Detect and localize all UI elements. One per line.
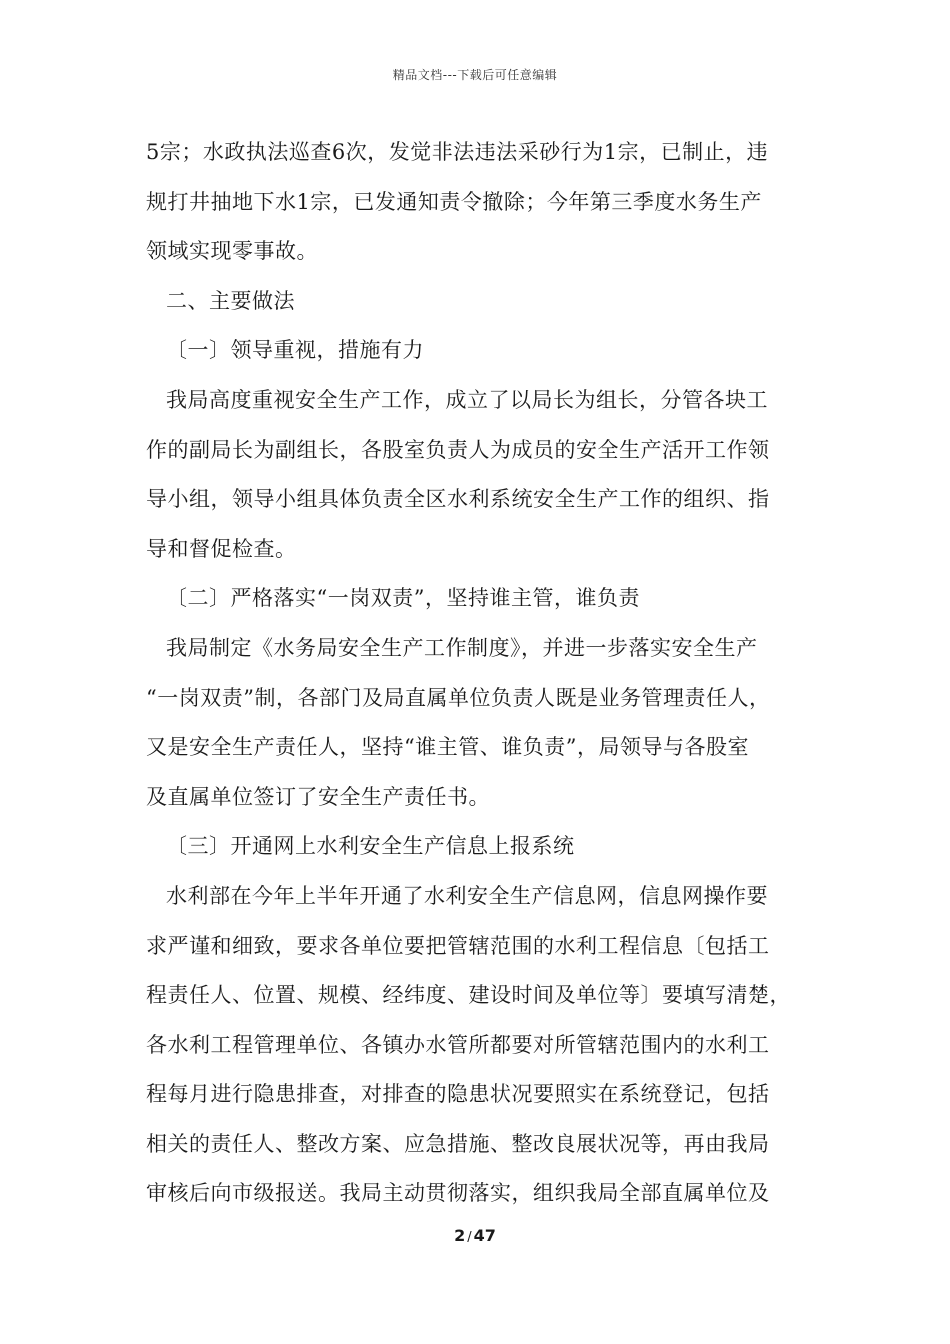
text-line: 相关的责任人、整改方案、应急措施、整改良展状况等，再由我局 [146,1131,770,1156]
text-line: 作的副局长为副组长，各股室负责人为成员的安全生产活开工作领 [146,437,770,462]
text-line: 程每月进行隐患排查，对排查的隐患状况要照实在系统登记，包括 [146,1082,770,1107]
text-line: “一岗双责”制，各部门及局直属单位负责人既是业务管理责任人， [146,685,771,710]
text-line: 二、主要做法 [166,288,295,313]
text-line: 水利部在今年上半年开通了水利安全生产信息网，信息网操作要 [166,883,768,908]
text-line: 导和督促检查。 [146,536,297,561]
page-number [0,1226,950,1245]
text-line: 规打井抽地下水1宗，已发通知责令撤除；今年第三季度水务生产 [146,189,762,214]
text-line: 我局制定《水务局安全生产工作制度》，并进一步落实安全生产 [166,635,758,660]
text-line: 领域实现零事故。 [146,239,318,264]
text-line: 各水利工程管理单位、各镇办水管所都要对所管辖范围内的水利工 [146,1032,770,1057]
text-line: 〔三〕开通网上水利安全生产信息上报系统 [166,834,575,859]
text-line: 导小组，领导小组具体负责全区水利系统安全生产工作的组织、指 [146,487,770,512]
text-line: 〔二〕严格落实“一岗双责”，坚持谁主管，谁负责 [166,586,640,611]
total-pages: 47 [473,1226,496,1245]
document-body [146,128,814,1219]
text-line: 审核后向市级报送。我局主动贯彻落实，组织我局全部直属单位及 [146,1181,770,1206]
page-header: 精品文档---下载后可任意编辑 [392,68,558,82]
text-line: 我局高度重视安全生产工作，成立了以局长为组长，分管各块工 [166,387,768,412]
text-line: 〔一〕领导重视，措施有力 [166,338,424,363]
text-line: 程责任人、位置、规模、经纬度、建设时间及单位等〕要填写清楚， [146,983,791,1008]
text-line: 5宗；水政执法巡查6次，发觉非法违法采砂行为1宗，已制止，违 [146,140,769,164]
text-line: 求严谨和细致，要求各单位要把管辖范围的水利工程信息〔包括工 [146,933,770,958]
text-line: 又是安全生产责任人，坚持“谁主管、谁负责”，局领导与各股室 [146,735,749,760]
page-separator: / [467,1230,472,1245]
text-line: 及直属单位签订了安全生产责任书。 [146,784,490,809]
current-page: 2 [454,1226,466,1245]
